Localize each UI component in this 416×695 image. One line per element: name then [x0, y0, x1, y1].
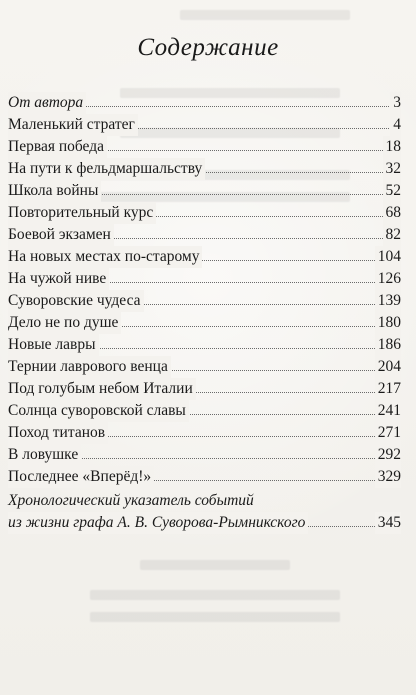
toc-entry-title: На пути к фельдмаршальству	[8, 158, 205, 180]
toc-entry-page: 292	[375, 444, 401, 466]
toc-entry-page: 52	[383, 180, 402, 202]
toc-entry[interactable]	[8, 268, 401, 290]
toc-entry[interactable]	[8, 400, 401, 422]
toc-entry[interactable]	[8, 378, 401, 400]
toc-entry-title-line1: Хронологический указатель событий	[8, 492, 254, 509]
toc-entry[interactable]	[8, 136, 401, 158]
toc-entry[interactable]	[8, 158, 401, 180]
toc-entry[interactable]	[8, 224, 401, 246]
toc-entry-title: Школа войны	[8, 180, 101, 202]
toc-entry-title: На чужой ниве	[8, 268, 109, 290]
toc-entry-page: 217	[375, 378, 401, 400]
toc-entry-page: 104	[375, 246, 401, 268]
toc-entry[interactable]	[8, 202, 401, 224]
toc-entry-title: Тернии лаврового венца	[8, 356, 171, 378]
bleed-through-text	[180, 10, 350, 20]
toc-entry-title-line2: из жизни графа А. В. Суворова-Рымникского	[8, 512, 308, 534]
toc-entry-title: Первая победа	[8, 136, 107, 158]
toc-entry-title: В ловушке	[8, 444, 81, 466]
toc-entry-page: 329	[375, 466, 401, 488]
toc-entry-page: 82	[383, 224, 402, 246]
toc-entry-page: 139	[375, 290, 401, 312]
toc-entry-title: Новые лавры	[8, 334, 99, 356]
toc-entry-page: 126	[375, 268, 401, 290]
toc-entry[interactable]	[8, 92, 401, 114]
page-title: Содержание	[137, 34, 279, 61]
table-of-contents	[8, 92, 401, 535]
toc-entry-page: 271	[375, 422, 401, 444]
toc-entry[interactable]	[8, 444, 401, 466]
toc-entry[interactable]	[8, 180, 401, 202]
toc-entry-page: 32	[383, 158, 402, 180]
toc-entry-title: На новых местах по-старому	[8, 246, 202, 268]
toc-entry-page: 186	[375, 334, 401, 356]
toc-entry-page: 241	[375, 400, 401, 422]
toc-entry-title: Под голубым небом Италии	[8, 378, 196, 400]
toc-entry-title: Повторительный курс	[8, 202, 156, 224]
toc-entry-page: 345	[375, 512, 401, 534]
toc-entry-title: Маленький стратег	[8, 114, 138, 136]
bleed-through-text	[140, 560, 290, 570]
toc-entry-title: Солнца суворовской славы	[8, 400, 189, 422]
toc-entry[interactable]	[8, 422, 401, 444]
toc-entry[interactable]	[8, 312, 401, 334]
toc-entry-page: 4	[390, 114, 401, 136]
toc-entry-title: Поход титанов	[8, 422, 108, 444]
bleed-through-text	[90, 590, 340, 600]
toc-entry-page: 3	[390, 92, 401, 114]
toc-entry-page: 180	[375, 312, 401, 334]
toc-entry[interactable]	[8, 114, 401, 136]
toc-entry-page: 18	[383, 136, 402, 158]
toc-entry-title: Дело не по душе	[8, 312, 121, 334]
toc-entry-chronology[interactable]	[8, 490, 401, 535]
toc-entry-title: Боевой экзамен	[8, 224, 114, 246]
toc-entry-page: 204	[375, 356, 401, 378]
toc-entry[interactable]	[8, 246, 401, 268]
toc-entry[interactable]	[8, 334, 401, 356]
bleed-through-text	[90, 612, 340, 622]
toc-entry-title: От автора	[8, 92, 86, 114]
toc-entry-title: Суворовские чудеса	[8, 290, 144, 312]
toc-entry[interactable]	[8, 356, 401, 378]
toc-entry-title: Последнее «Вперёд!»	[8, 466, 154, 488]
toc-entry[interactable]	[8, 290, 401, 312]
toc-entry-page: 68	[383, 202, 402, 224]
toc-entry[interactable]	[8, 466, 401, 488]
